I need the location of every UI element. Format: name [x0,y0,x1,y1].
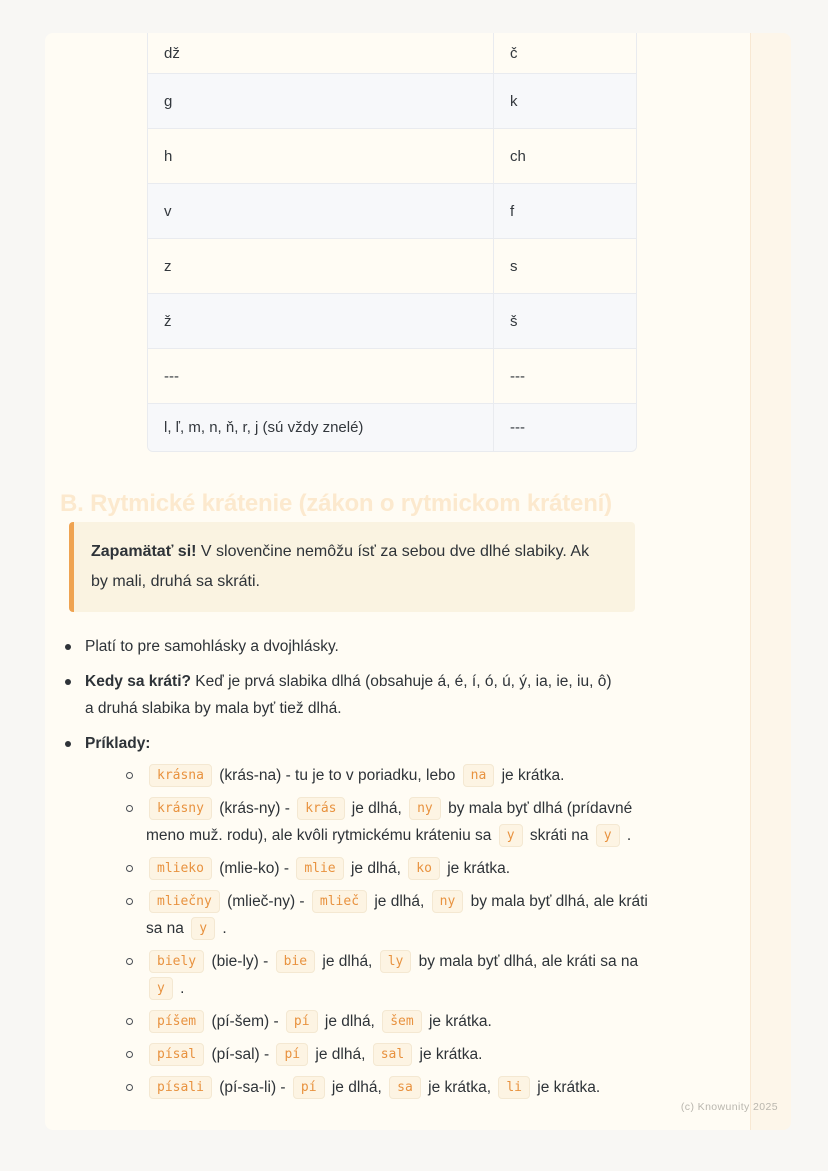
table-cell-right: --- [510,367,525,385]
section-heading: B. Rytmické krátenie (zákon o rytmickom krátení) [60,489,612,517]
text-line [146,762,744,789]
table-cell-left: l, ľ, m, n, ň, r, j (sú vždy znelé) [148,404,494,451]
code-chip: krásny [149,797,212,820]
table-cell-right: š [510,312,518,330]
table-row [148,129,636,184]
table-row [148,294,636,349]
code-chip: bie [276,950,315,973]
code-chip: li [498,1076,530,1099]
code-chip: píšem [149,1010,204,1033]
table-row [148,74,636,129]
code-chip: mlieč [312,890,367,913]
bullet-item [125,795,744,849]
table-cell-left: z [148,239,494,293]
page-edge-strip [750,33,791,1130]
code-chip: y [499,824,523,847]
text-line [146,975,744,1002]
bold-text: Zapamätať si! [91,543,197,560]
code-chip: mlieko [149,857,212,880]
table-cell-right: ch [510,147,526,165]
code-chip: y [191,917,215,940]
text-run: by mali, druhá sa skráti. [91,573,260,590]
bold-text: Príklady: [85,735,151,752]
footer-credit: (c) Knowunity 2025 [680,1101,778,1113]
text-run: (pí-šem) - [207,1013,283,1030]
bullet-marker-icon [126,1084,133,1091]
text-line [85,730,744,757]
code-chip: ny [432,890,464,913]
text-line [146,948,744,975]
bullet-marker-icon [126,1051,133,1058]
bullet-item [64,633,744,660]
bullet-item [125,888,744,942]
text-line [146,915,744,942]
text-run: by mala byť dlhá, ale kráti sa na [414,953,639,970]
bullet-list-top [64,633,744,1101]
table-cell-left: ž [148,294,494,348]
text-run: je krátka. [415,1046,483,1063]
text-run: je dlhá, [370,893,429,910]
text-run: je dlhá, [311,1046,370,1063]
code-chip: krásna [149,764,212,787]
text-run: Platí to pre samohlásky a dvojhlásky. [85,638,339,655]
text-run: by mala byť dlhá, ale kráti [466,893,648,910]
bullet-item [125,1041,744,1068]
page-card [45,33,790,1130]
table-row [148,184,636,239]
code-chip: písali [149,1076,212,1099]
text-run: (bie-ly) - [207,953,273,970]
code-chip: mliečny [149,890,220,913]
bullet-marker-icon [126,958,133,965]
bullet-marker-icon [65,679,71,685]
text-line [146,855,744,882]
text-run: . [175,980,185,997]
callout-note [69,522,635,612]
text-run: sa na [146,920,189,937]
text-run: by mala byť dlhá (prídavné [443,800,633,817]
text-run: je dlhá, [346,860,406,877]
text-line [85,633,744,660]
text-run: (mlieč-ny) - [222,893,309,910]
text-line [146,795,744,822]
text-run: je krátka. [532,1079,601,1096]
code-chip: ko [408,857,440,880]
code-chip: písal [149,1043,204,1066]
text-run: (mlie-ko) - [214,860,294,877]
text-line [91,537,617,567]
code-chip: pí [293,1076,325,1099]
text-run: je krátka, [423,1079,496,1096]
bullet-item [125,1008,744,1035]
code-chip: ny [409,797,441,820]
bullet-item [125,948,744,1002]
text-run: V slovenčine nemôžu ísť za sebou dve dlhé slabiky. Ak [196,543,590,560]
text-line [146,822,744,849]
code-chip: y [596,824,620,847]
bullet-item [125,855,744,882]
text-run: (pí-sal) - [207,1046,274,1063]
text-run: je dlhá, [347,800,407,817]
table-cell-right: f [510,202,515,220]
text-line [91,567,617,597]
bold-text: Kedy sa kráti? [85,673,191,690]
text-run: meno muž. rodu), ale kvôli rytmickému kráteniu sa [146,827,496,844]
text-run: (krás-na) - tu je to v poriadku, lebo [214,767,460,784]
table-cell-left: g [148,74,494,128]
table-row [148,239,636,294]
bullet-item [64,668,744,722]
bullet-item [125,1074,744,1101]
text-line [146,888,744,915]
code-chip: pí [276,1043,308,1066]
bullet-marker-icon [65,741,71,747]
table-cell-right: s [510,257,518,275]
consonant-table [147,33,637,452]
code-chip: ly [380,950,412,973]
table-row [148,349,636,404]
text-run: Keď je prvá slabika dlhá (obsahuje á, é, í, ó, ú, ý, ia, ie, iu, ô) [190,673,612,690]
bullet-item [125,762,744,789]
text-run: je krátka. [497,767,565,784]
code-chip: krás [297,797,344,820]
text-line [85,668,744,695]
text-line [146,1074,744,1101]
bullet-list-sub [125,762,744,1101]
code-chip: pí [286,1010,318,1033]
text-line [146,1041,744,1068]
text-run: je dlhá, [318,953,377,970]
table-cell-right: k [510,92,518,110]
bullet-marker-icon [126,805,133,812]
table-row [148,404,636,451]
text-line [146,1008,744,1035]
text-run: skráti na [525,827,593,844]
table-cell-left: dž [148,33,494,73]
text-run: . [622,827,632,844]
code-chip: šem [382,1010,421,1033]
text-run: . [218,920,227,937]
table-row [148,33,636,74]
code-chip: mlie [296,857,343,880]
bullet-marker-icon [126,1018,133,1025]
text-run: (pí-sa-li) - [214,1079,290,1096]
table-cell-right: č [510,45,518,62]
code-chip: sa [389,1076,421,1099]
text-line [85,695,744,722]
code-chip: sal [373,1043,412,1066]
text-run: a druhá slabika by mala byť tiež dlhá. [85,700,342,717]
bullet-marker-icon [126,898,133,905]
text-run: (krás-ny) - [214,800,295,817]
bullet-marker-icon [65,644,71,650]
bullet-marker-icon [126,772,133,779]
text-run: je dlhá, [327,1079,387,1096]
bullet-list [64,633,744,1109]
bullet-item [64,730,744,1101]
table-cell-left: v [148,184,494,238]
table-cell-right: --- [510,419,525,436]
bullet-marker-icon [126,865,133,872]
table-cell-left: --- [148,349,494,403]
code-chip: biely [149,950,204,973]
text-run: je krátka. [442,860,511,877]
text-run: je dlhá, [320,1013,380,1030]
text-run: je krátka. [424,1013,492,1030]
table-cell-left: h [148,129,494,183]
code-chip: y [149,977,173,1000]
code-chip: na [463,764,495,787]
